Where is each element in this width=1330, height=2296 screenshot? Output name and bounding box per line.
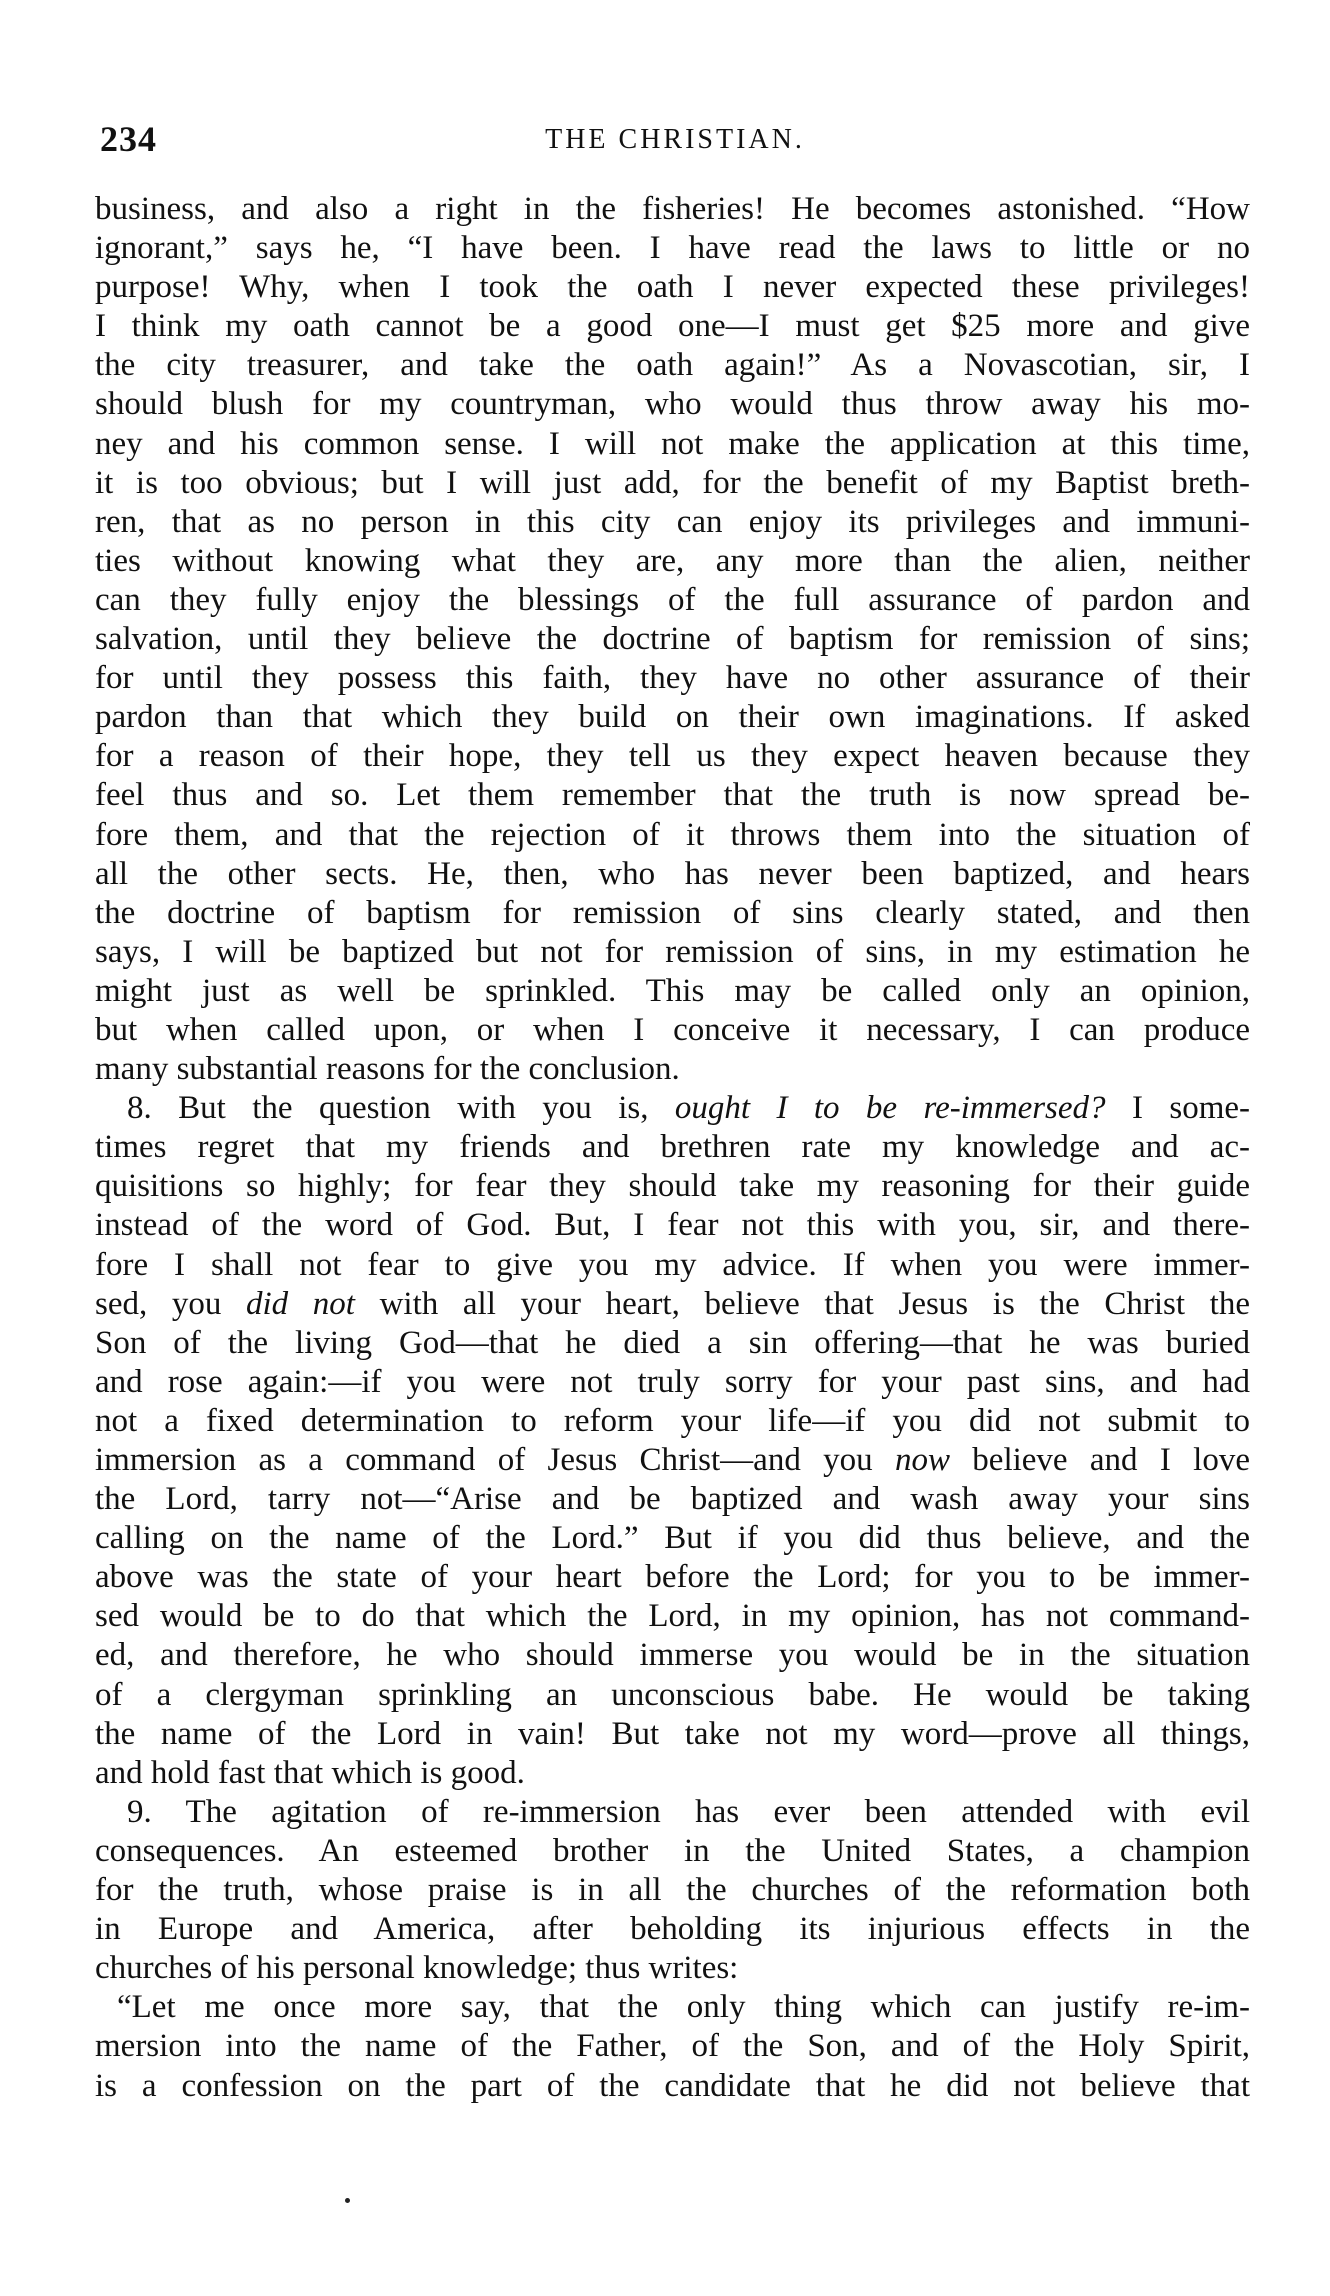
text-line: the city treasurer, and take the oath again!” As a Novascotian, sir, I	[95, 347, 1250, 384]
text-line: the Lord, tarry not—“Arise and be baptized and wash away your sins	[95, 1481, 1250, 1518]
text-line: ties without knowing what they are, any more than the alien, neither	[95, 542, 1250, 579]
text-line: but when called upon, or when I conceive it necessary, I can produce	[95, 1011, 1250, 1048]
text-line: I think my oath cannot be a good one—I must get $25 more and give	[95, 308, 1250, 345]
text-line: mersion into the name of the Father, of the Son, and of the Holy Spirit,	[95, 2028, 1250, 2065]
body-text	[95, 190, 1250, 2106]
text-line: is a confession on the part of the candidate that he did not believe that	[95, 2067, 1250, 2104]
text-line: purpose! Why, when I took the oath I never expected these privileges!	[95, 269, 1250, 306]
text-line: might just as well be sprinkled. This may be called only an opinion,	[95, 972, 1250, 1009]
text-line: all the other sects. He, then, who has never been baptized, and hears	[95, 855, 1250, 892]
text-line: in Europe and America, after beholding its injurious effects in the	[95, 1911, 1250, 1948]
text-line: times regret that my friends and brethren rate my knowledge and ac-	[95, 1129, 1250, 1166]
text-line: the name of the Lord in vain! But take not my word—prove all things,	[95, 1715, 1250, 1752]
text-line: fore I shall not fear to give you my advice. If when you were immer-	[95, 1246, 1250, 1283]
text-line: and hold fast that which is good.	[95, 1754, 525, 1791]
text-segment: I some-	[1105, 1090, 1251, 1127]
text-line: consequences. An esteemed brother in the United States, a champion	[95, 1832, 1250, 1869]
text-segment: believe and I love	[949, 1442, 1250, 1478]
text-line: the doctrine of baptism for remission of sins clearly stated, and then	[95, 894, 1250, 931]
text-line: should blush for my countryman, who would thus throw away his mo-	[95, 386, 1250, 423]
text-line: for until they possess this faith, they have no other assurance of their	[95, 660, 1250, 697]
text-line: sed would be to do that which the Lord, in my opinion, has not command-	[95, 1598, 1250, 1635]
stray-dot	[345, 2198, 350, 2203]
text-line: calling on the name of the Lord.” But if you did thus believe, and the	[95, 1520, 1250, 1557]
text-line: and rose again:—if you were not truly sorry for your past sins, and had	[95, 1363, 1250, 1400]
text-line: it is too obvious; but I will just add, for the benefit of my Baptist breth-	[95, 464, 1250, 501]
text-line: business, and also a right in the fisheries! He becomes astonished. “How	[95, 191, 1250, 227]
text-segment: with all your heart, believe that Jesus is the Christ the	[354, 1285, 1250, 1322]
text-segment: 8. But the question with you is,	[127, 1090, 675, 1127]
text-line: for a reason of their hope, they tell us they expect heaven because they	[95, 738, 1250, 775]
text-line: fore them, and that the rejection of it throws them into the situation of	[95, 816, 1250, 853]
italic-text: did not	[246, 1285, 355, 1322]
text-line: churches of his personal knowledge; thus writes:	[95, 1950, 739, 1987]
text-line: above was the state of your heart before the Lord; for you to be immer-	[95, 1559, 1250, 1596]
text-line-with-italic	[95, 1441, 1250, 1480]
text-line: ed, and therefore, he who should immerse you would be in the situation	[95, 1637, 1250, 1674]
text-line: says, I will be baptized but not for remission of sins, in my estimation he	[95, 933, 1250, 970]
text-line-paragraph-8	[95, 1089, 1250, 1128]
text-line: feel thus and so. Let them remember that the truth is now spread be-	[95, 777, 1250, 814]
text-line: for the truth, whose praise is in all the churches of the reformation both	[95, 1872, 1250, 1909]
text-line: instead of the word of God. But, I fear not this with you, sir, and there-	[95, 1207, 1250, 1244]
text-segment: sed, you	[95, 1285, 246, 1322]
text-line: not a fixed determination to reform your life—if you did not submit to	[95, 1402, 1250, 1439]
text-line: ren, that as no person in this city can enjoy its privileges and immuni-	[95, 503, 1250, 540]
text-line: quisitions so highly; for fear they should take my reasoning for their guide	[95, 1168, 1250, 1205]
text-line: pardon than that which they build on their own imaginations. If asked	[95, 699, 1250, 736]
text-line: can they fully enjoy the blessings of the full assurance of pardon and	[95, 581, 1250, 618]
text-line-quotation: “Let me once more say, that the only thing which can justify re-im-	[117, 1989, 1250, 2026]
text-line: Son of the living God—that he died a sin offering—that he was buried	[95, 1324, 1250, 1361]
text-line: ignorant,” says he, “I have been. I have read the laws to little or no	[95, 230, 1250, 267]
page-number: 234	[100, 119, 157, 159]
italic-text: now	[894, 1442, 950, 1478]
text-line: of a clergyman sprinkling an unconscious babe. He would be taking	[95, 1676, 1250, 1713]
running-title: THE CHRISTIAN.	[545, 124, 805, 155]
text-line: ney and his common sense. I will not make the application at this time,	[95, 425, 1250, 462]
text-line-paragraph-9: 9. The agitation of re-immersion has ever been attended with evil	[127, 1793, 1250, 1830]
italic-text: ought I to be re-immersed?	[674, 1090, 1106, 1127]
page-header	[100, 118, 1250, 162]
text-line: salvation, until they believe the doctrine of baptism for remission of sins;	[95, 621, 1250, 658]
text-line-with-italic	[95, 1285, 1250, 1324]
text-segment: immersion as a command of Jesus Christ—and you	[95, 1442, 895, 1478]
text-line: many substantial reasons for the conclusion.	[95, 1051, 680, 1088]
